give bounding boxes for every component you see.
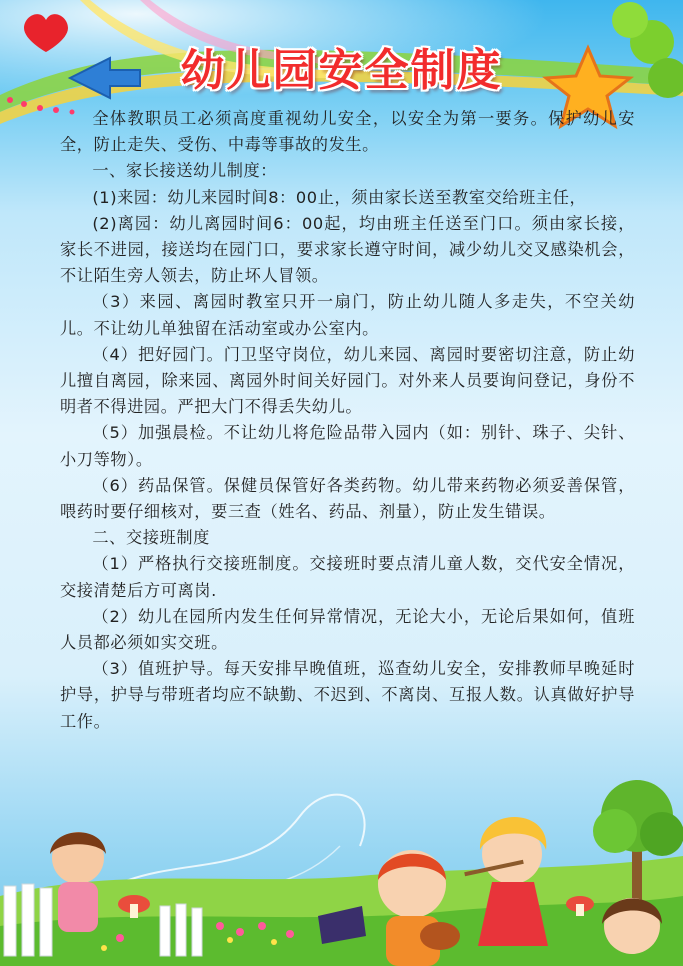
section-heading-shift: 二、交接班制度 [92,528,210,548]
paragraph-medicine: （6）药品保管。保健员保管好各类药物。幼儿带来药物必须妥善保管，喂药时要仔细核对，要三查（姓名、药品、剂量），防止发生错误。 [60,475,635,522]
paragraph-shift-3: （3）值班护导。每天安排早晚值班，巡查幼儿安全，安排教师早晚延时护导，护导与带班者均应不缺勤、不迟到、不离岗、互报人数。认真做好护导工作。 [60,659,635,731]
paragraph-shift-2: （2）幼儿在园所内发生任何异常情况，无论大小，无论后果如何，值班人员都必须如实交班。 [60,606,635,653]
footer-illustration [0,776,683,966]
page-title: 幼儿园安全制度 [180,45,503,96]
paragraph-door: （3）来园、离园时教室只开一扇门，防止幼儿随人多走失，不空关幼儿。不让幼儿单独留在活动室或办公室内。 [60,292,635,338]
paragraph-gate: （4）把好园门。门卫坚守岗位，幼儿来园、离园时要密切注意，防止幼儿擅自离园，除来园、离园外时间关好园门。对外来人员要询问登记，身份不明者不得进园。严把大门不得丢失幼儿。 [60,344,635,417]
paragraph-morning-check: （5）加强晨检。不让幼儿将危险品带入园内（如：别针、珠子、尖针、小刀等物）。 [60,423,635,469]
paragraph-arrival: (1)来园：幼儿来园时间8：00止，须由家长送至教室交给班主任， [92,187,587,207]
paragraph-departure: (2)离园：幼儿离园时间6：00起，均由班主任送至门口。须由家长接，家长不进园，接送均在园门口，要求家长遵守时间，减少幼儿交叉感染机会，不让陌生旁人领去，防止坏人冒领。 [60,213,635,286]
safety-rules-text [60,106,635,735]
paragraph-intro: 全体教职员工必须高度重视幼儿安全，以安全为第一要务。保护幼儿安全，防止走失、受伤、中毒等事故的发生。 [60,109,635,155]
section-heading-pickup: 一、家长接送幼儿制度： [92,161,278,181]
paragraph-shift-1: （1）严格执行交接班制度。交接班时要点清儿童人数，交代安全情况，交接清楚后方可离岗. [60,554,635,600]
